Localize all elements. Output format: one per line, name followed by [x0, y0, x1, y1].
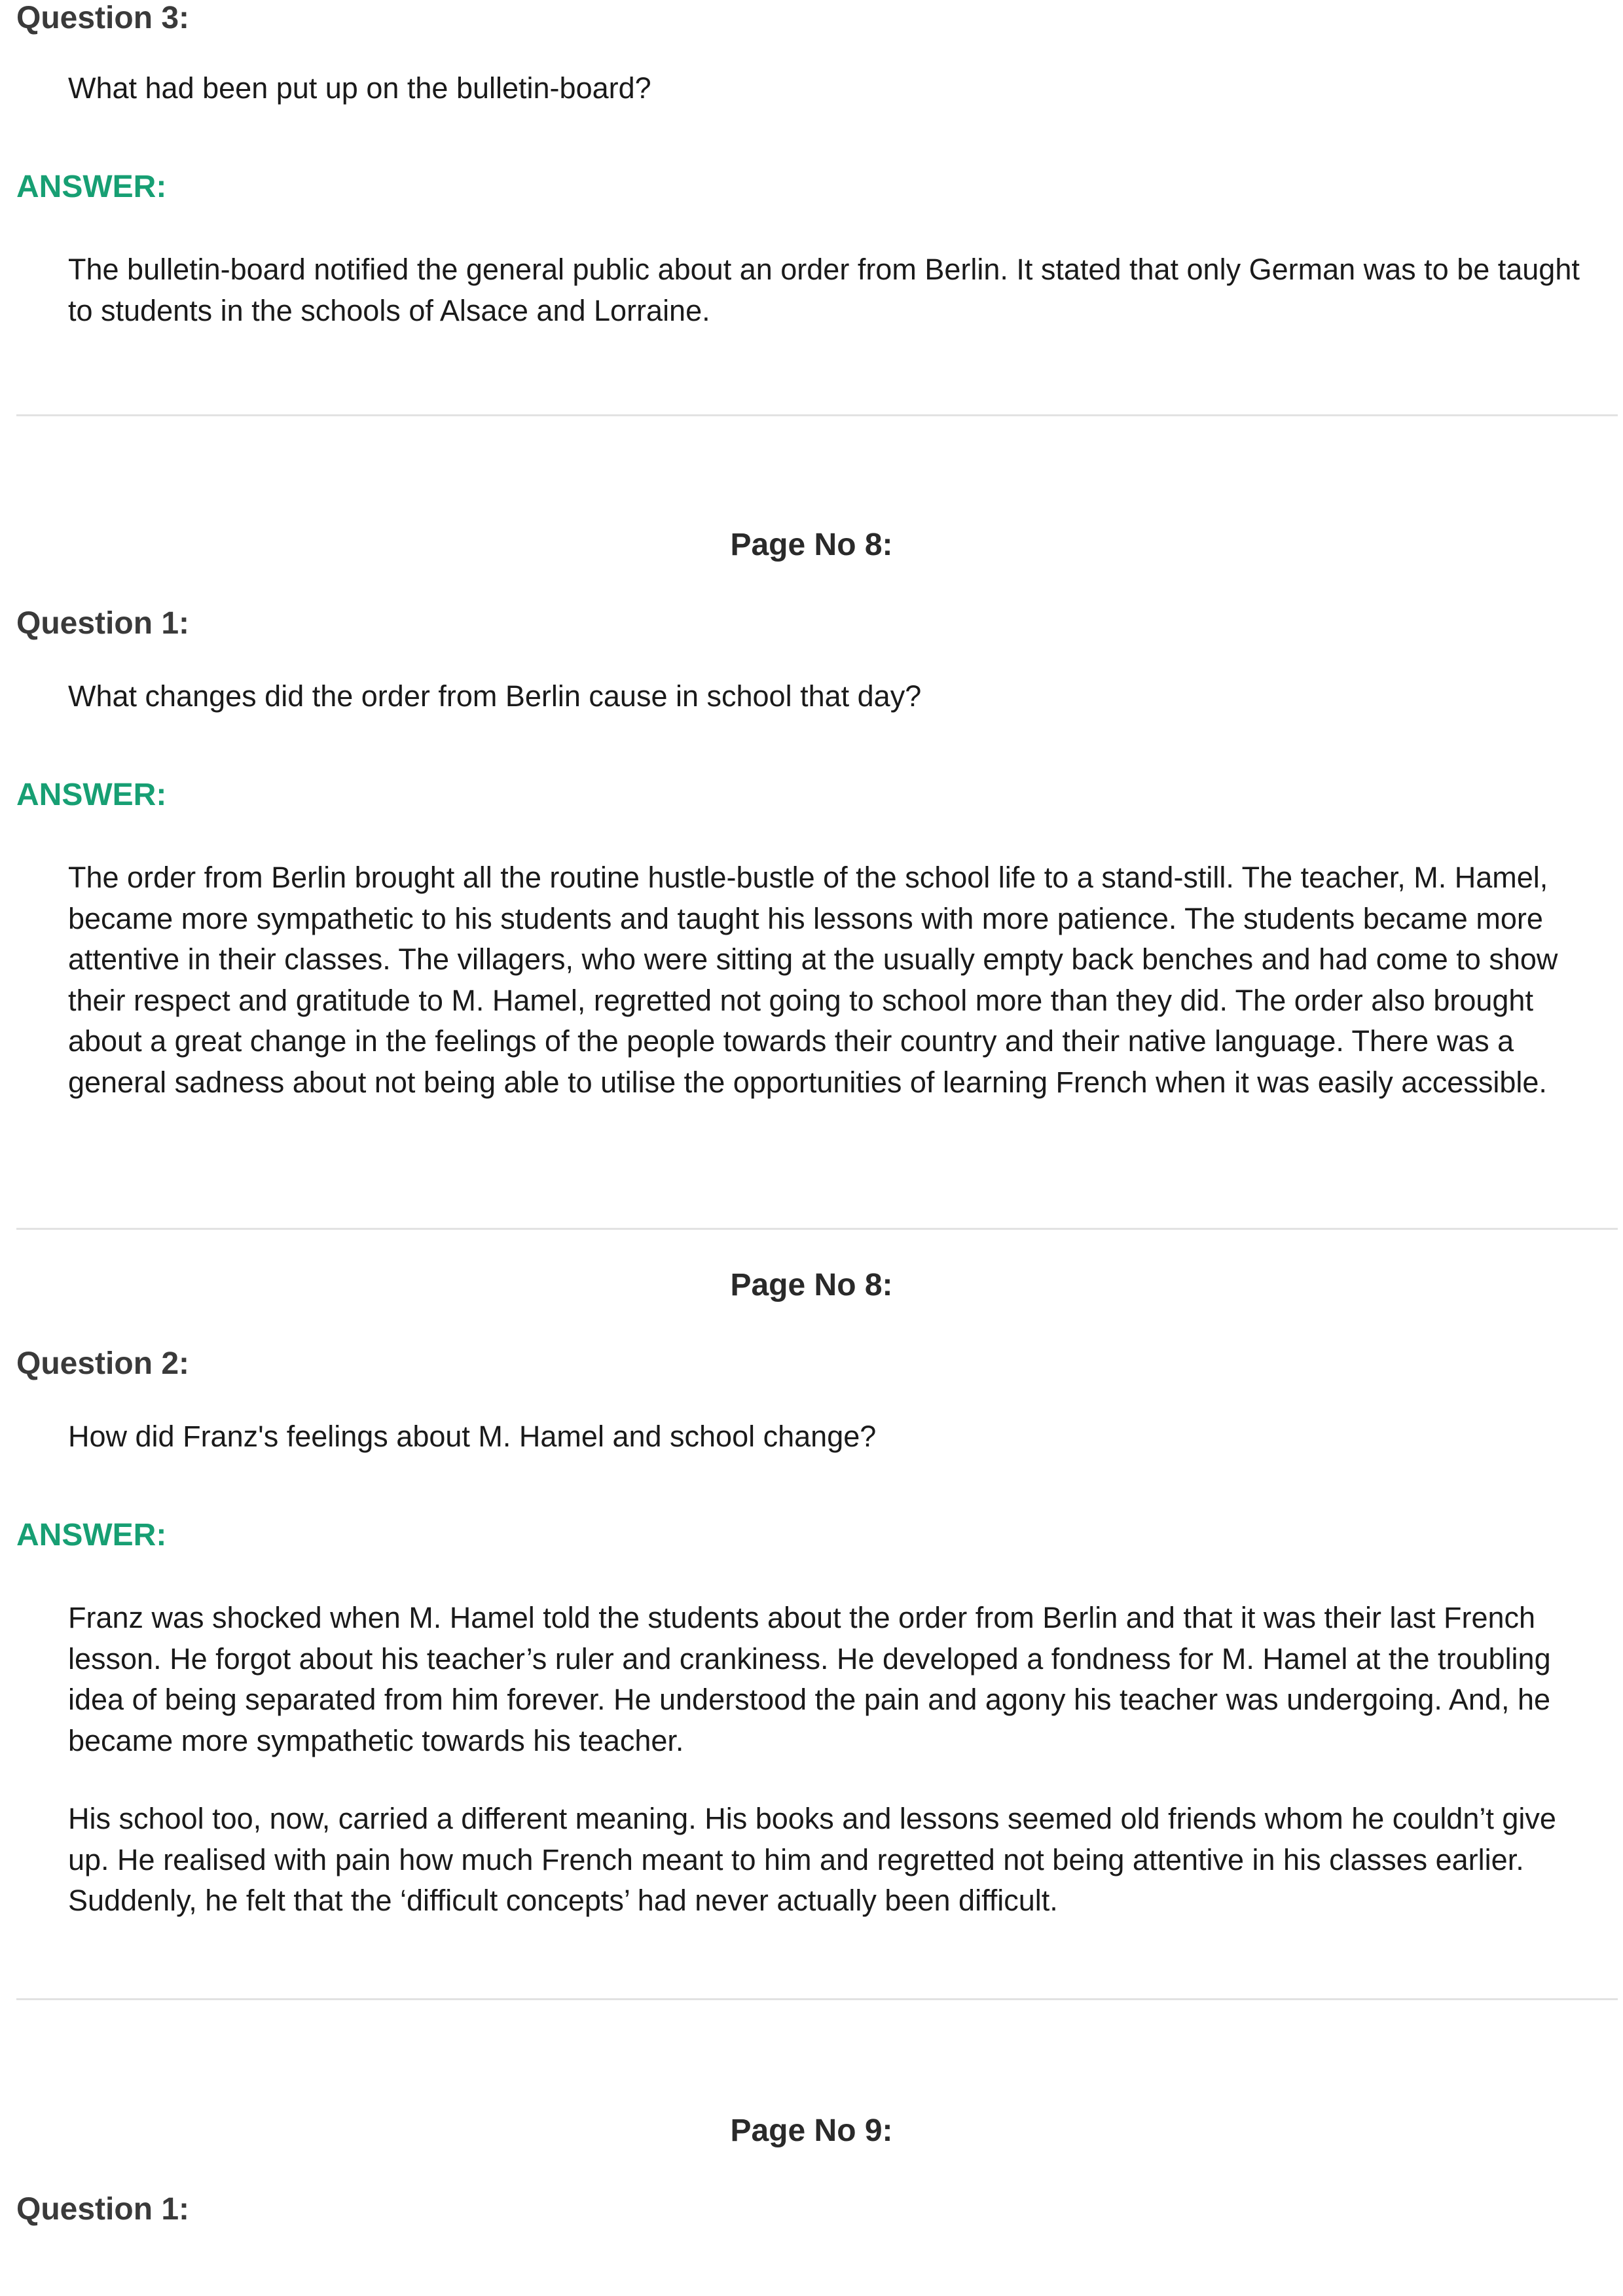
answer-label: ANSWER: [16, 778, 167, 812]
answer-paragraph: The order from Berlin brought all the routine hustle-bustle of the school life to a stand-still. The teacher, M. Hamel, became more sympathetic to his students and taught his lessons with more patience. The students became more attentive in their classes. The villagers, who were sitting at the usually empty back benches and had come to show their respect and gratitude to M. Hamel, regretted not going to school more than they did. The order also brought about a great change in the feelings of the people towards their country and their native language. There was a general sadness about not being able to utilise the opportunities of learning French when it was easily accessible. [68, 861, 1558, 1099]
question-text: What changes did the order from Berlin cause in school that day? [68, 679, 922, 713]
answer-paragraph: The bulletin-board notified the general public about an order from Berlin. It stated that only German was to be taught to students in the schools of Alsace and Lorraine. [68, 253, 1580, 327]
page-number-heading: Page No 9: [730, 2113, 893, 2148]
question-label: Question 3: [16, 1, 190, 35]
question-label: Question 1: [16, 2192, 190, 2227]
answer-label: ANSWER: [16, 170, 167, 204]
section-divider [16, 1228, 1618, 1230]
question-label: Question 2: [16, 1346, 190, 1381]
answer-paragraph: His school too, now, carried a different meaning. His books and lessons seemed old friends whom he couldn’t give up. He realised with pain how much French meant to him and regretted not being attentive in his classes earlier. Suddenly, he felt that the ‘difficult concepts’ had never actually been difficult. [68, 1802, 1556, 1917]
section-divider [16, 1998, 1618, 2000]
question-text: What had been put up on the bulletin-board? [68, 71, 651, 105]
section-divider [16, 414, 1618, 416]
answer-paragraph: Franz was shocked when M. Hamel told the students about the order from Berlin and that it was their last French lesson. He forgot about his teacher’s ruler and crankiness. He developed a fondness for M. Hamel at the troubling idea of being separated from him forever. He understood the pain and agony his teacher was undergoing. And, he became more sympathetic towards his teacher. [68, 1601, 1551, 1757]
page-number-heading: Page No 8: [730, 1268, 893, 1302]
question-label: Question 1: [16, 606, 190, 641]
page-number-heading: Page No 8: [730, 528, 893, 562]
question-text: How did Franz's feelings about M. Hamel and school change? [68, 1420, 877, 1453]
answer-label: ANSWER: [16, 1518, 167, 1552]
